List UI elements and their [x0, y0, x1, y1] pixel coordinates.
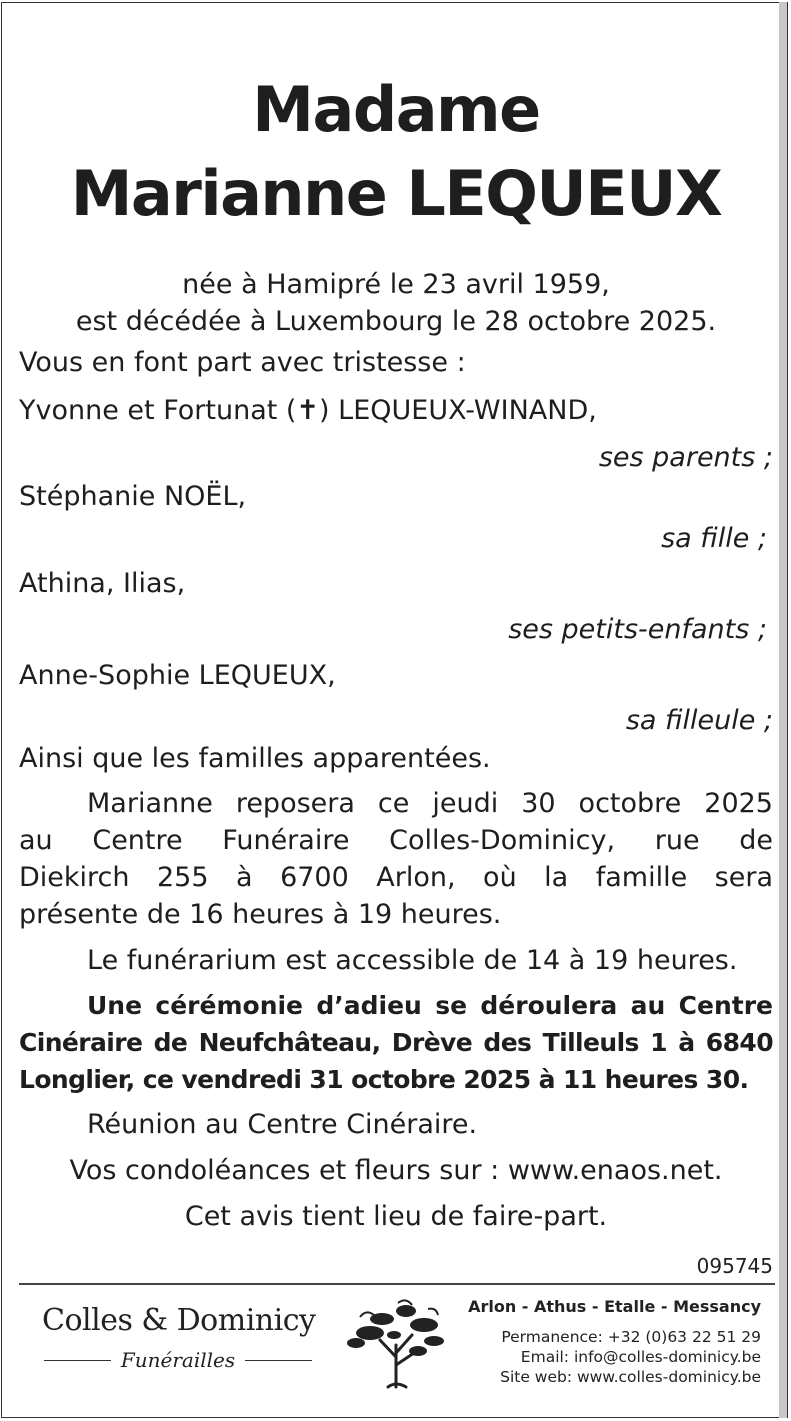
family-relation-1: ses parents ; [598, 442, 773, 473]
ceremony-line-1: Une cérémonie d’adieu se déroulera au Centre [87, 991, 773, 1020]
website: Site web: www.colles-dominicy.be [500, 1368, 761, 1386]
funerarium-line: Le funérarium est accessible de 14 à 19 heures. [87, 945, 738, 976]
ceremony-line-3: Longlier, ce vendredi 31 octobre 2025 à 11 heures 30. [19, 1065, 749, 1094]
family-relation-4: sa filleule ; [625, 705, 773, 736]
family-names-3: Athina, Ilias, [19, 568, 186, 599]
logo-rule-left [44, 1360, 111, 1361]
tree-logo-icon [340, 1295, 450, 1390]
email: Email: info@colles-dominicy.be [520, 1348, 761, 1366]
intro-line: Vous en font part avec tristesse : [19, 347, 466, 378]
title-line-2: Marianne LEQUEUX [70, 157, 722, 230]
funeral-home-logo-sub [44, 1348, 312, 1372]
family-names-4: Anne-Sophie LEQUEUX, [19, 660, 336, 691]
reposera-line-4: présente de 16 heures à 19 heures. [19, 899, 502, 930]
family-relation-3: ses petits-enfants ; [508, 614, 767, 645]
footer-divider [19, 1283, 775, 1285]
families-line: Ainsi que les familles apparentées. [19, 743, 491, 774]
reference-number: 095745 [696, 1254, 773, 1278]
title-line-1: Madame [252, 73, 540, 146]
condolences-line: Vos condoléances et fleurs sur : www.enaos.net. [69, 1155, 723, 1186]
reposera-line-3: Diekirch 255 à 6700 Arlon, où la famille sera [19, 862, 773, 893]
locations: Arlon - Athus - Etalle - Messancy [468, 1297, 761, 1316]
family-names-2: Stéphanie NOËL, [19, 481, 247, 512]
family-relation-2: sa fille ; [661, 523, 767, 554]
phone: Permanence: +32 (0)63 22 51 29 [501, 1328, 761, 1346]
reposera-line-2: au Centre Funéraire Colles-Dominicy, rue de [19, 825, 773, 856]
ceremony-line-2: Cinéraire de Neufchâteau, Drève des Tilleuls 1 à 6840 [19, 1028, 773, 1057]
family-names-1: Yvonne et Fortunat (✝) LEQUEUX-WINAND, [19, 395, 597, 426]
reposera-line-1: Marianne reposera ce jeudi 30 octobre 2025 [87, 788, 773, 819]
logo-sub-text: Funérailles [120, 1348, 236, 1372]
reunion-line: Réunion au Centre Cinéraire. [87, 1109, 478, 1140]
funeral-home-logo-name: Colles & Dominicy [42, 1303, 316, 1338]
death-line: est décédée à Luxembourg le 28 octobre 2025. [75, 306, 717, 337]
birth-line: née à Hamipré le 23 avril 1959, [182, 269, 610, 300]
notice-line: Cet avis tient lieu de faire-part. [184, 1201, 608, 1232]
page-edge-bar [779, 2, 787, 1418]
logo-rule-right [245, 1360, 312, 1361]
